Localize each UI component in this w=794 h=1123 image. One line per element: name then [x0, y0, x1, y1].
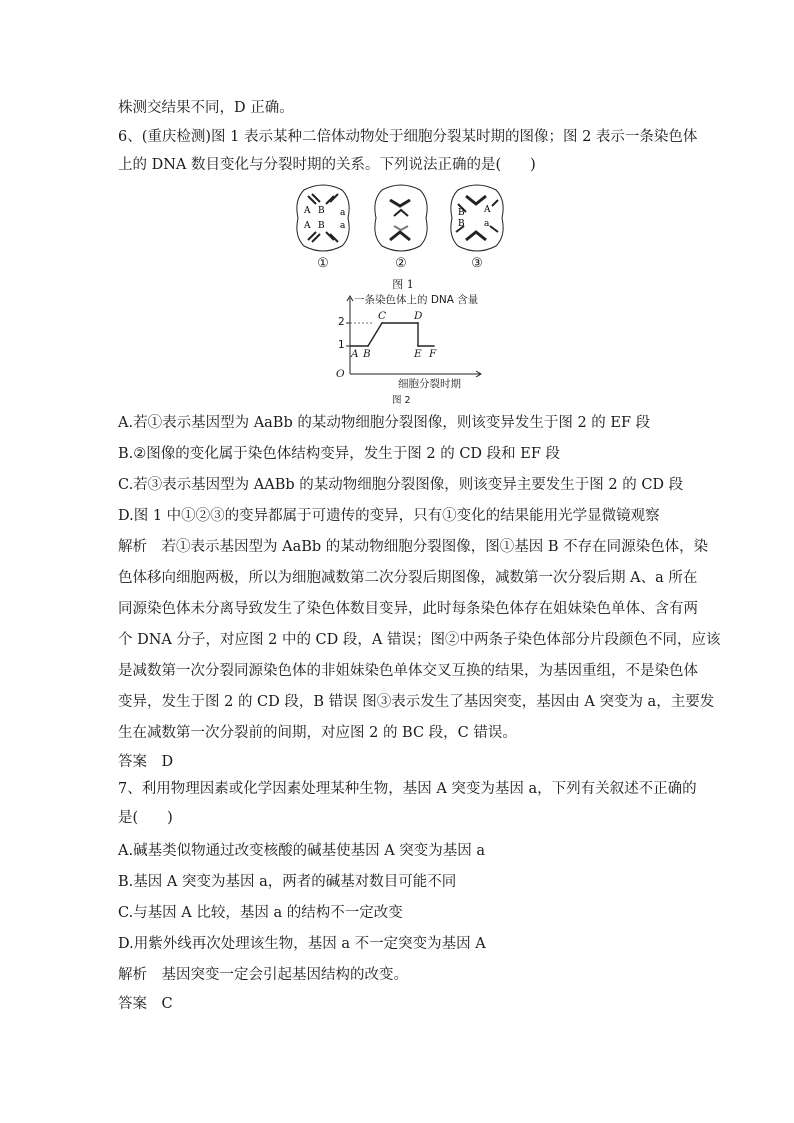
figure-2-caption: 图 2	[392, 395, 411, 406]
data-point-a	[349, 345, 351, 347]
question-7-stem: 7、利用物理因素或化学因素处理某种生物，基因 A 突变为基因 a，下列有关叙述不正确的	[118, 781, 697, 797]
dna-content-line	[350, 323, 434, 346]
data-point-d	[417, 322, 419, 324]
answer-6: 答案 D	[118, 754, 174, 770]
question-6-stem-cont: 上的 DNA 数目变化与分裂时期的关系。下列说法正确的是( )	[118, 157, 536, 173]
data-point-b	[367, 345, 369, 347]
answer-7: 答案 C	[118, 996, 173, 1012]
q7-option-a: A.碱基类似物通过改变核酸的碱基使基因 A 突变为基因 a	[118, 843, 486, 859]
analysis-line: 色体移向细胞两极，所以为细胞减数第二次分裂后期图像，减数第一次分裂后期 A、a 所在	[118, 570, 698, 586]
option-d: D.图 1 中①②③的变异都属于可遗传的变异，只有①变化的结果能用光学显微镜观察	[118, 508, 660, 524]
q7-analysis: 解析 基因突变一定会引起基因结构的改变。	[118, 967, 408, 983]
cell-1-label: ①	[317, 256, 329, 271]
figure-1	[290, 182, 510, 292]
point-label-f: F	[429, 348, 437, 360]
point-label-e: E	[414, 348, 422, 360]
gene-label: A	[484, 205, 491, 215]
q7-option-d: D.用紫外线再次处理该生物，基因 a 不一定突变为基因 A	[118, 936, 486, 952]
figure-2-chart	[330, 292, 510, 404]
data-point-f	[433, 345, 435, 347]
x-axis-label: 细胞分裂时期	[398, 378, 461, 390]
question-6-stem: 6、(重庆检测)图 1 表示某种二倍体动物处于细胞分裂某时期的图像；图 2 表示一条染色体	[118, 129, 698, 145]
analysis-line: 解析 若①表示基因型为 AaBb 的某动物细胞分裂图像，图①基因 B 不存在同源染色体，染	[118, 539, 709, 555]
cell-3-diagram	[444, 182, 510, 254]
analysis-line: 生在减数第一次分裂前的间期，对应图 2 的 BC 段，C 错误。	[118, 725, 517, 741]
gene-label: B	[318, 206, 325, 216]
origin-label: O	[336, 368, 345, 380]
gene-label: a	[340, 208, 346, 218]
point-label-a: A	[351, 348, 359, 360]
gene-label: B	[318, 221, 325, 231]
point-label-c: C	[378, 310, 387, 322]
figure-1-caption: 图 1	[392, 278, 414, 291]
y-axis-label: 一条染色体上的 DNA 含量	[354, 294, 479, 306]
analysis-line: 是减数第一次分裂同源染色体的非姐妹染色单体交叉互换的结果，为基因重组，不是染色体	[118, 663, 698, 679]
option-c: C.若③表示基因型为 AABb 的某动物细胞分裂图像，则该变异主要发生于图 2 的 CD 段	[118, 477, 684, 493]
gene-label: a	[340, 221, 346, 231]
point-label-d: D	[414, 310, 423, 322]
text-line: 株测交结果不同，D 正确。	[118, 100, 294, 116]
gene-label: A	[304, 206, 311, 216]
gene-label: B	[458, 208, 465, 218]
y-tick-label-1: 1	[338, 339, 345, 351]
analysis-line: 同源染色体未分离导致发生了染色体数目变异，此时每条染色体存在姐妹染色单体、含有两	[118, 601, 698, 617]
gene-label: A	[304, 221, 311, 231]
analysis-line: 变异，发生于图 2 的 CD 段，B 错误 图③表示发生了基因突变，基因由 A 突变为 a，主要发	[118, 694, 715, 710]
cell-2-label: ②	[395, 256, 407, 271]
data-point-c	[381, 322, 383, 324]
q7-option-b: B.基因 A 突变为基因 a，两者的碱基对数目可能不同	[118, 874, 457, 890]
point-label-b: B	[363, 348, 371, 360]
cell-3-label: ③	[471, 256, 483, 271]
q7-option-c: C.与基因 A 比较，基因 a 的结构不一定改变	[118, 905, 403, 921]
cell-1-diagram	[290, 182, 356, 254]
option-b: B.②图像的变化属于染色体结构变异，发生于图 2 的 CD 段和 EF 段	[118, 446, 561, 462]
question-7-stem-cont: 是( )	[118, 810, 173, 826]
cell-2-diagram	[368, 182, 434, 254]
y-tick-label-2: 2	[338, 316, 345, 328]
gene-label: a	[484, 219, 490, 229]
data-point-e	[417, 345, 419, 347]
analysis-line: 个 DNA 分子，对应图 2 中的 CD 段，A 错误；图②中两条子染色体部分片段颜色不同，应该	[118, 632, 721, 648]
gene-label: B	[458, 219, 465, 229]
option-a: A.若①表示基因型为 AaBb 的某动物细胞分裂图像，则该变异发生于图 2 的 EF 段	[118, 415, 651, 431]
